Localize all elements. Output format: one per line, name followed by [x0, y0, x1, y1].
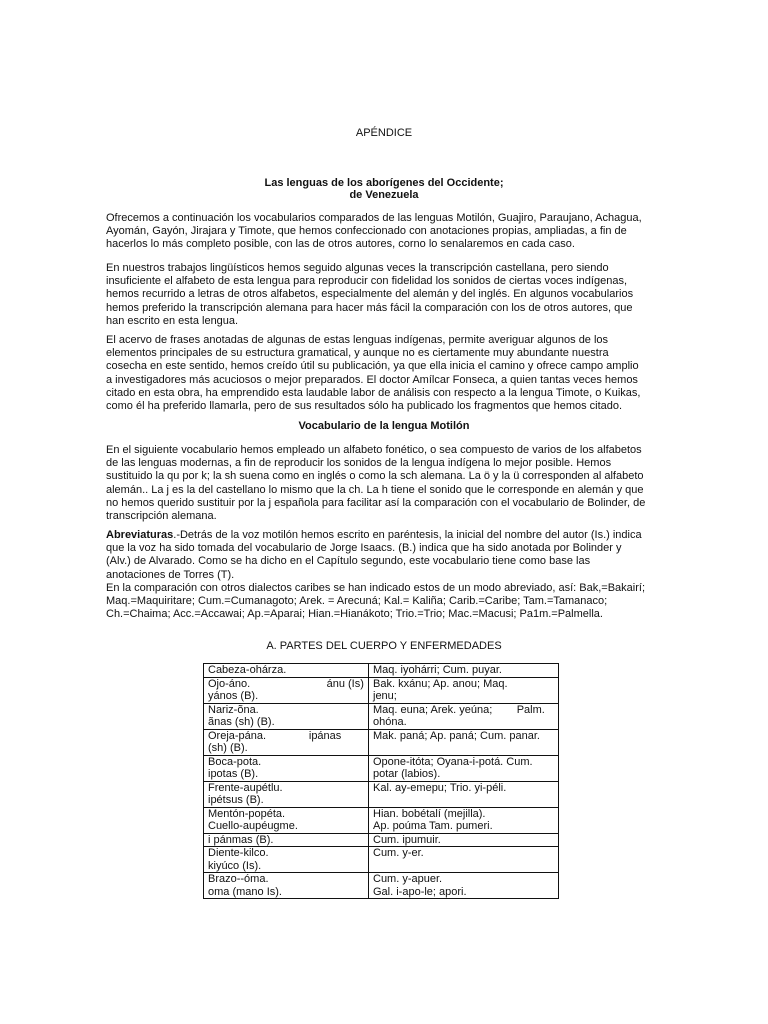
text-line: cosecha en este sentido, hemos creído útil su publicación, ya que ella inicia el camino y ofrece campo amplio: [106, 360, 639, 373]
appendix-title: APÉNDICE: [355, 127, 413, 139]
text-line: alemán.. La j es la del castellano lo mismo que la ch. La h tiene el sonido que le corresponde en alemán y que: [106, 483, 644, 496]
section-title-motilon: Vocabulario de la lengua Motilón: [298, 420, 470, 432]
text-fragment: .-Detrás de la voz motilón hemos escrito en paréntesis, la inicial del nombre del autor (Is.) indica: [173, 529, 642, 541]
section-title-line1: Las lenguas de los aborígenes del Occidente;: [264, 177, 504, 189]
comparison-cell: [369, 703, 559, 729]
vocabulary-table: [203, 663, 559, 899]
cell-line: Mak. paná; Ap. paná; Cum. panar.: [373, 729, 540, 742]
cell-line: Cuello-aupéugme.: [208, 820, 298, 832]
table-row: [204, 729, 559, 755]
paragraph-transcription: [106, 262, 658, 328]
cell-line: Diente-kilco.: [208, 847, 269, 859]
section-title-line2: de Venezuela: [349, 189, 419, 201]
cell-line: Hian. bobétalí (mejilla).: [373, 807, 486, 820]
comparison-cell: [369, 755, 559, 781]
text-line: En la comparación con otros dialectos caribes se han indicado estos de un modo abreviado, así: Bak,=Bakairí;: [106, 581, 646, 594]
text-line: (Alv.) de Alvarado. Como se ha dicho en el Capítulo segundo, este vocabulario tiene como base las: [106, 555, 591, 568]
table-row: [204, 847, 559, 873]
text-line: anotaciones de Torres (T).: [106, 568, 235, 581]
paragraph-abbreviations: [106, 529, 658, 621]
text-line: transcripción alemana.: [106, 510, 217, 523]
cell-line: Mentón-popéta.: [208, 807, 286, 820]
cell-line: Kal. ay-emepu; Trio. yi-péli.: [373, 781, 507, 794]
cell-line: Cum. ipumuir.: [373, 833, 441, 846]
text-line: a investigadores más acuciosos o mejor preparados. El doctor Amílcar Fonseca, a quien tantas veces hemos: [106, 373, 638, 386]
text-line: En el siguiente vocabulario hemos empleado un alfabeto fonético, o sea compuesto de varios de los alfabetos: [106, 444, 642, 456]
cell-line: Cum. y-er.: [373, 847, 424, 859]
cell-line: Cabeza-ohárza.: [208, 664, 287, 676]
cell-line: Ap. poúma Tam. pumeri.: [373, 820, 493, 832]
motilon-term-cell: [204, 873, 369, 899]
text-line: hemos recurrido a letras de otros alfabetos, especialmente del alemán y del inglés. En algunos vocabularios: [106, 288, 634, 301]
comparison-cell: [369, 781, 559, 807]
cell-line: Opone-itóta; Oyana-i-potá. Cum.: [373, 755, 533, 768]
cell-line: Maq. euna; Arek. yeúna; Palm.: [373, 703, 545, 716]
paragraph-alphabet: [106, 444, 658, 523]
cell-line: Gal. i-apo-le; apori.: [373, 885, 467, 898]
comparison-cell: [369, 847, 559, 873]
cell-line: jenu;: [373, 690, 397, 702]
cell-line: Nariz-õna.: [208, 703, 259, 716]
cell-line: Brazo--óma.: [208, 873, 269, 885]
motilon-term-cell: [204, 755, 369, 781]
paragraph-intro: [106, 212, 658, 252]
cell-line: kiyúco (Is).: [208, 859, 262, 872]
cell-line: Maq. iyohárri; Cum. puyar.: [373, 664, 502, 676]
cell-line: Frente-aupétlu.: [208, 781, 283, 794]
text-line: sustituido la qu por k; la sh suena como en inglés o como la sch alemana. La ö y la ü corresponden al alfabeto: [106, 470, 644, 483]
text-line: Ofrecemos a continuación los vocabularios comparados de las lenguas Motilón, Guajiro, Paraujano, Achagua,: [106, 212, 642, 224]
cell-line: (sh) (B).: [208, 742, 248, 754]
text-line: de las lenguas modernas, a fin de reproducir los sonidos de la lengua indígena lo mejor posible. Hemos: [106, 457, 612, 470]
text-line: que la voz ha sido tomada del vocabulario de Jorge Isaacs. (B.) indica que ha sido anotada por Bolinder y: [106, 542, 622, 555]
text-line: Ayomán, Gayón, Jirajara y Timote, que hemos confeccionado con anotaciones propias, ampliadas, a fin de: [106, 225, 627, 238]
cell-line: oma (mano Is).: [208, 885, 282, 898]
cell-line: Ojo-áno. ánu (Is): [208, 677, 364, 690]
cell-line: Cum. y-apuer.: [373, 873, 443, 885]
table-row: [204, 664, 559, 678]
text-line: En nuestros trabajos lingüísticos hemos seguido algunas veces la transcripción castellana, pero siendo: [106, 262, 609, 274]
motilon-term-cell: [204, 847, 369, 873]
paragraph-phrases: [106, 334, 658, 413]
table-row: [204, 703, 559, 729]
table-row: [204, 755, 559, 781]
table-title: A. PARTES DEL CUERPO Y ENFERMEDADES: [266, 640, 502, 652]
text-line: [106, 529, 658, 542]
text-line: hacerlos lo más completo posible, con las de otros autores, corno lo senalaremos en cada caso.: [106, 238, 575, 251]
text-line: Ch.=Chaima; Acc.=Accawai; Ap.=Aparai; Hian.=Hianákoto; Trio.=Trio; Mac.=Macusi; Pa1m.=Palmella.: [106, 608, 603, 621]
text-line: El acervo de frases anotadas de algunas de estas lenguas indígenas, permite averiguar algunos de los: [106, 334, 609, 346]
text-line: hemos preferido la transcripción alemana para hacer más fácil la comparación con los de otros autores, que: [106, 301, 633, 314]
comparison-cell: [369, 873, 559, 899]
table-row: [204, 807, 559, 833]
cell-line: ohóna.: [373, 716, 407, 728]
motilon-term-cell: [204, 703, 369, 729]
cell-line: ipétsus (B).: [208, 794, 264, 806]
text-line: insuficiente el alfabeto de esta lengua para reproducir con fidelidad los sonidos de ciertas voces indígenas,: [106, 275, 627, 288]
cell-line: Boca-pota.: [208, 755, 262, 768]
text-line: Maq.=Maquiritare; Cum.=Cumanagoto; Arek. = Arecuná; Kal.= Kaliña; Carib.=Caribe; Tam.=Tamanaco;: [106, 595, 608, 608]
comparison-cell: [369, 664, 559, 678]
table-row: [204, 677, 559, 703]
motilon-term-cell: [204, 807, 369, 833]
motilon-term-cell: [204, 677, 369, 703]
motilon-term-cell: [204, 833, 369, 847]
cell-line: potar (labios).: [373, 768, 441, 780]
text-line: como él ha preferido llamarla, pero de sus resultados sólo ha publicado los fragmentos que hemos citado.: [106, 400, 623, 413]
cell-line: ãnas (sh) (B).: [208, 716, 275, 728]
table-row: [204, 781, 559, 807]
cell-line: ipotas (B).: [208, 768, 259, 780]
comparison-cell: [369, 807, 559, 833]
comparison-cell: [369, 729, 559, 755]
text-line: elementos principales de su estructura gramatical, y aunque no es ciertamente muy abundante nuestra: [106, 347, 609, 360]
motilon-term-cell: [204, 729, 369, 755]
abbreviations-label: Abreviaturas: [106, 529, 174, 541]
cell-line: Oreja-pána. ipánas: [208, 729, 342, 742]
text-line: no hemos querido sustituir por la j española para facilitar así la comparación con el vocabulario de Bolinder, de: [106, 496, 646, 509]
cell-line: i pánmas (B).: [208, 833, 274, 846]
cell-line: Bak. kxánu; Ap. anou; Maq.: [373, 677, 508, 690]
table-row: [204, 873, 559, 899]
cell-line: yános (B).: [208, 690, 259, 702]
motilon-term-cell: [204, 664, 369, 678]
text-line: citado en esta obra, ha emprendido esta laudable labor de análisis con respecto a la lengua Timote, o Kuikas,: [106, 386, 641, 399]
text-line: han escrito en esta lengua.: [106, 314, 239, 327]
table-row: [204, 833, 559, 847]
motilon-term-cell: [204, 781, 369, 807]
comparison-cell: [369, 677, 559, 703]
comparison-cell: [369, 833, 559, 847]
